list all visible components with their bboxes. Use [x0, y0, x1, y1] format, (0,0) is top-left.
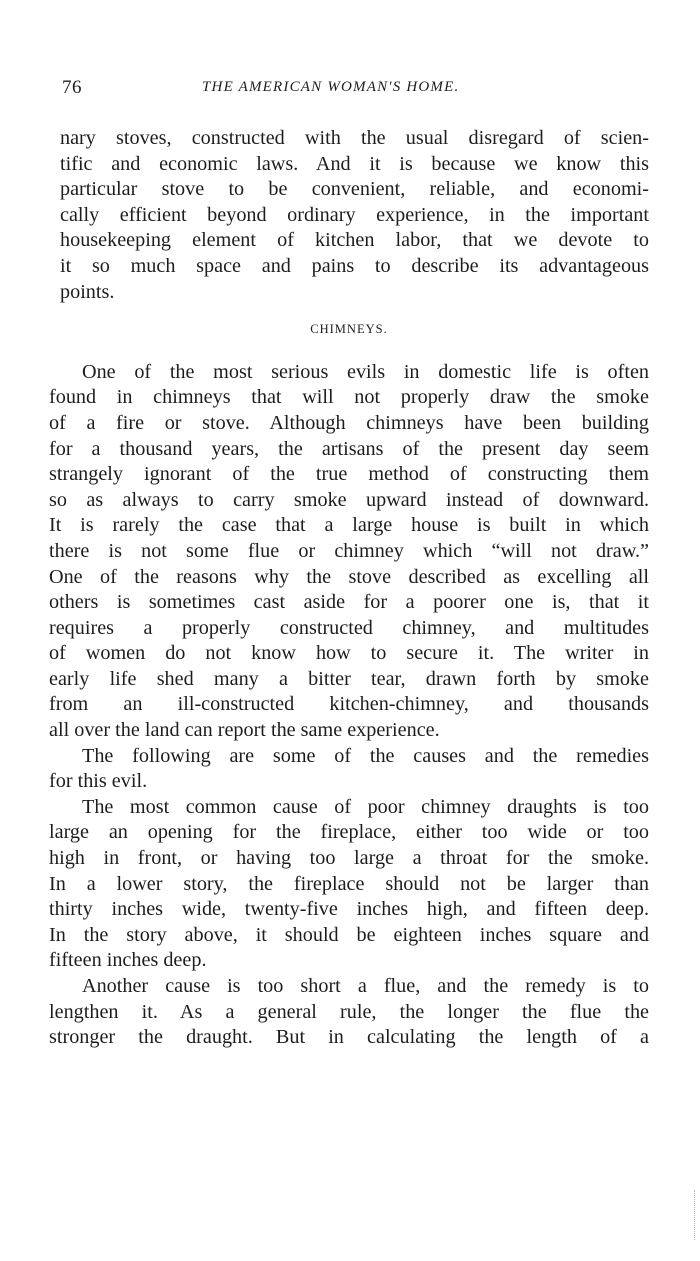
- text-line: particular stove to be convenient, reliable, and economi-: [60, 178, 649, 201]
- text-line: One of the most serious evils in domestic life is often: [82, 360, 649, 383]
- running-head: [62, 77, 662, 101]
- text-line: requires a properly constructed chimney, and multitudes: [49, 616, 649, 639]
- text-line: early life shed many a bitter tear, drawn forth by smoke: [49, 667, 649, 690]
- text-line: One of the reasons why the stove described as excelling all: [49, 565, 649, 588]
- text-line: nary stoves, constructed with the usual disregard of scien-: [60, 127, 649, 149]
- text-line: there is not some flue or chimney which “will not draw.”: [49, 539, 649, 562]
- text-line: strangely ignorant of the true method of constructing them: [49, 463, 649, 486]
- text-line: from an ill-constructed kitchen-chimney, and thousands: [49, 693, 649, 716]
- text-line: points.: [60, 280, 115, 303]
- text-line: fifteen inches deep.: [49, 949, 207, 972]
- text-line: In a lower story, the fireplace should not be larger than: [49, 872, 649, 895]
- text-line: of women do not know how to secure it. The writer in: [49, 642, 649, 665]
- running-title: THE AMERICAN WOMAN'S HOME.: [202, 79, 460, 95]
- text-line: lengthen it. As a general rule, the longer the flue the: [49, 1000, 649, 1023]
- section-heading: CHIMNEYS.: [310, 322, 388, 337]
- text-line: others is sometimes cast aside for a poorer one is, that it: [49, 591, 649, 614]
- scan-margin-mark: [694, 1190, 696, 1240]
- paragraph: [49, 744, 649, 795]
- paragraph: [49, 795, 649, 974]
- text-line: found in chimneys that will not properly draw the smoke: [49, 386, 649, 409]
- text-line: housekeeping element of kitchen labor, that we devote to: [60, 229, 649, 252]
- text-line: so as always to carry smoke upward instead of downward.: [49, 488, 649, 511]
- text-line: Another cause is too short a flue, and the remedy is to: [82, 975, 649, 997]
- text-line: stronger the draught. But in calculating the length of a: [49, 1026, 649, 1049]
- paragraph: [49, 974, 649, 1051]
- body-text: [49, 126, 649, 1051]
- text-line: cally efficient beyond ordinary experience, in the important: [60, 203, 649, 226]
- text-line: The following are some of the causes and the remedies: [82, 744, 649, 767]
- text-line: large an opening for the fireplace, either too wide or too: [49, 821, 649, 844]
- text-line: high in front, or having too large a throat for the smoke.: [49, 847, 649, 870]
- text-line: In the story above, it should be eighteen inches square and: [49, 923, 649, 946]
- page-number: 76: [62, 77, 82, 98]
- text-line: tific and economic laws. And it is because we know this: [60, 152, 649, 175]
- text-line: It is rarely the case that a large house is built in which: [49, 514, 649, 537]
- text-line: of a fire or stove. Although chimneys have been building: [49, 411, 649, 434]
- paragraph: [49, 360, 649, 744]
- text-line: thirty inches wide, twenty-five inches high, and fifteen deep.: [49, 898, 649, 921]
- text-line: all over the land can report the same experience.: [49, 719, 440, 742]
- text-line: for this evil.: [49, 770, 148, 793]
- text-line: it so much space and pains to describe its advantageous: [60, 254, 649, 277]
- continuation-paragraph: [49, 126, 649, 305]
- text-line: The most common cause of poor chimney draughts is too: [82, 795, 649, 818]
- text-line: for a thousand years, the artisans of the present day seem: [49, 437, 649, 460]
